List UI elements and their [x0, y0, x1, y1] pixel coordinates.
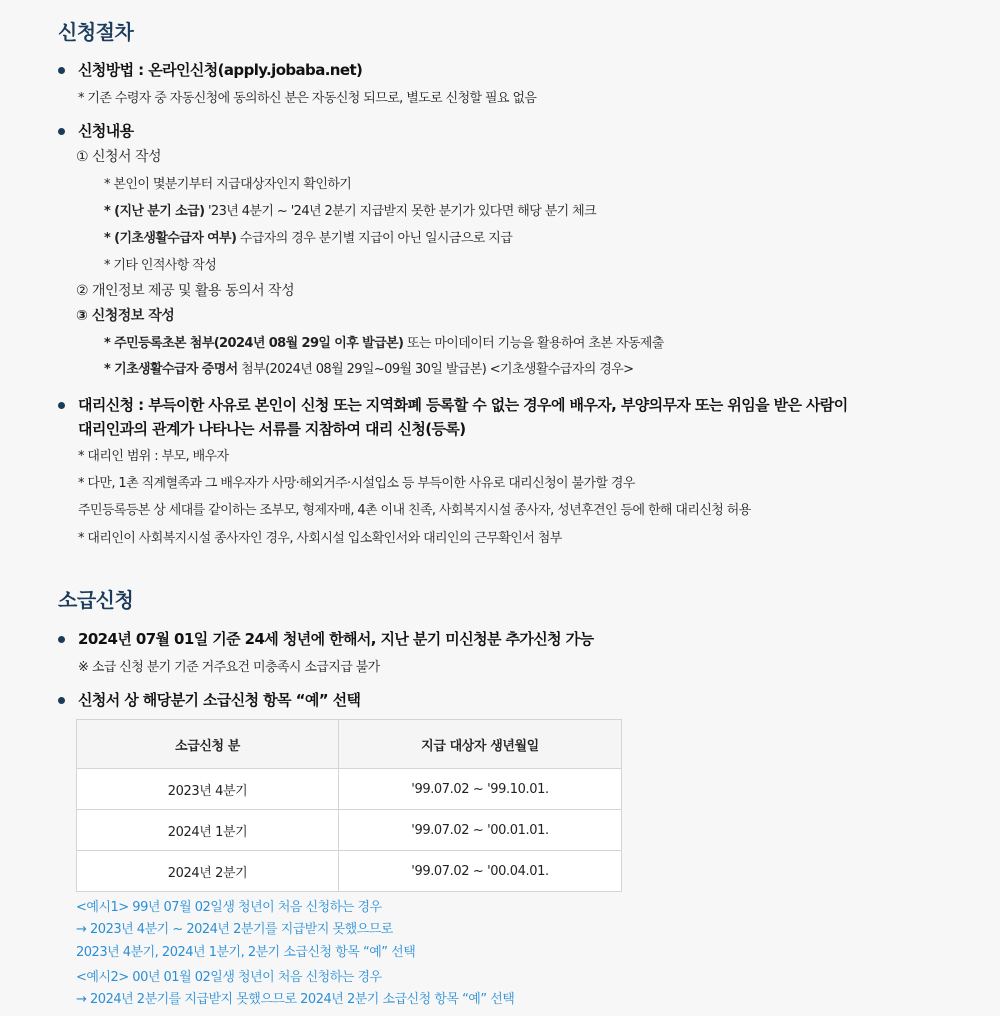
- step3-note-1: * 주민등록초본 첨부(2024년 08월 29일 이후 발급본) 또는 마이데이터 기능을 활용하여 초본 자동제출: [104, 336, 664, 351]
- table-row: [77, 769, 622, 810]
- example-line: 2023년 4분기, 2024년 1분기, 2분기 소급신청 항목 “예” 선택: [76, 945, 416, 960]
- table-cell: 2024년 1분기: [77, 810, 339, 851]
- step-2: ② 개인정보 제공 및 활용 동의서 작성: [76, 283, 295, 299]
- example-line: <예시1> 99년 07월 02일생 청년이 처음 신청하는 경우: [76, 900, 382, 915]
- bullet-retro-1: 2024년 07월 01일 기준 24세 청년에 한해서, 지난 분기 미신청분 추가신청 가능: [58, 628, 593, 649]
- method-note: * 기존 수령자 중 자동신청에 동의하신 분은 자동신청 되므로, 별도로 신청할 필요 없음: [78, 91, 537, 106]
- bullet-content: 신청내용: [58, 120, 134, 141]
- step1-note-1: * 본인이 몇분기부터 지급대상자인지 확인하기: [104, 177, 352, 192]
- table-cell: 2024년 2분기: [77, 851, 339, 892]
- retroactive-table: [76, 719, 622, 892]
- table-cell: '99.07.02 ~ '00.01.01.: [339, 810, 622, 851]
- bullet-proxy: 대리신청 : 부득이한 사유로 본인이 신청 또는 지역화폐 등록할 수 없는 경우에 배우자, 부양의무자 또는 위임을 받은 사람이: [58, 394, 848, 415]
- retro-note: ※ 소급 신청 분기 기준 거주요건 미충족시 소급지급 불가: [78, 660, 380, 675]
- table-header-row: [77, 720, 622, 769]
- table-header: 지급 대상자 생년월일: [339, 720, 622, 769]
- proxy-note-2: * 다만, 1촌 직계혈족과 그 배우자가 사망·해외거주·시설입소 등 부득이한 사유로 대리신청이 불가할 경우: [78, 476, 635, 491]
- example-line: → 2024년 2분기를 지급받지 못했으므로 2024년 2분기 소급신청 항목 “예” 선택: [76, 992, 515, 1007]
- bullet-retro-2: 신청서 상 해당분기 소급신청 항목 “예” 선택: [58, 689, 360, 710]
- table-cell: 2023년 4분기: [77, 769, 339, 810]
- example-line: <예시2> 00년 01월 02일생 청년이 처음 신청하는 경우: [76, 970, 382, 985]
- table-row: [77, 810, 622, 851]
- table-cell: '99.07.02 ~ '99.10.01.: [339, 769, 622, 810]
- bullet-method: 신청방법 : 온라인신청(apply.jobaba.net): [58, 59, 362, 80]
- step3-note-2: * 기초생활수급자 증명서 첨부(2024년 08월 29일~09월 30일 발급본) <기초생활수급자의 경우>: [104, 362, 634, 377]
- table-header: 소급신청 분: [77, 720, 339, 769]
- step1-note-4: * 기타 인적사항 작성: [104, 258, 217, 273]
- step1-note-2: * (지난 분기 소급) '23년 4분기 ~ '24년 2분기 지급받지 못한 분기가 있다면 해당 분기 체크: [104, 204, 597, 219]
- proxy-note-1: * 대리인 범위 : 부모, 배우자: [78, 449, 229, 464]
- proxy-line-2: 대리인과의 관계가 나타나는 서류를 지참하여 대리 신청(등록): [78, 420, 466, 438]
- proxy-note-4: * 대리인이 사회복지시설 종사자인 경우, 사회시설 입소확인서와 대리인의 근무확인서 첨부: [78, 531, 562, 546]
- proxy-note-3: 주민등록등본 상 세대를 같이하는 조부모, 형제자매, 4촌 이내 친족, 사회복지시설 종사자, 성년후견인 등에 한해 대리신청 허용: [78, 503, 751, 518]
- step-3: ③ 신청정보 작성: [76, 308, 175, 324]
- step1-note-3: * (기초생활수급자 여부) 수급자의 경우 분기별 지급이 아닌 일시금으로 지급: [104, 231, 513, 246]
- step-1: ① 신청서 작성: [76, 149, 162, 165]
- table-row: [77, 851, 622, 892]
- table-cell: '99.07.02 ~ '00.04.01.: [339, 851, 622, 892]
- example-line: → 2023년 4분기 ~ 2024년 2분기를 지급받지 못했으므로: [76, 922, 393, 937]
- section-title-retroactive: 소급신청: [58, 588, 134, 612]
- section-title-procedure: 신청절차: [58, 20, 134, 44]
